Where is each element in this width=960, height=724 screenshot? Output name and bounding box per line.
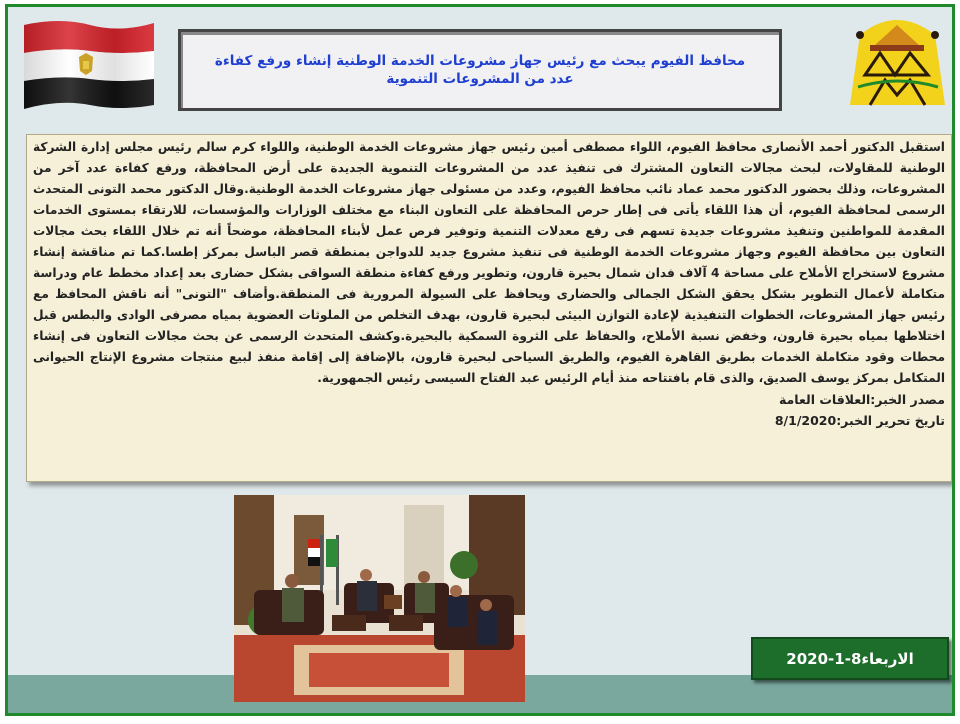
meeting-photo [234, 495, 525, 702]
article-body: استقبل الدكتور أحمد الأنصارى محافظ الفيوم، اللواء مصطفى أمين رئيس جهاز مشروعات الخدمة الوطنية، واللواء كرم سالم رئيس مجلس إدارة الشركة الوطنية للمقاولات، لبحث مجالات التعاون المشترك فى تنفيذ عدد من المشروعات التنموية الجديدة على أرض المحافظة، ورفع كفاءة عدد آخر من المشروعات، وذلك بحضور الدكتور محمد عماد نائب محافظ الفيوم، وعدد من مسئولى جهاز مشروعات الخدمة الوطنية.وقال الدكتور محمد التونى المتحدث الرسمى لمحافظة الفيوم، أن هذا اللقاء يأتى فى إطار حرص المحافظة على التعاون البناء مع مختلف الوزارات والمؤسسات، للارتقاء بمستوى الخدمات المقدمة للمواطنين وتنفيذ مشروعات جديدة تسهم فى رفع معدلات التنمية وتوفير فرص عمل لأبناء المحافظة، موضحاً أنه تم خلال اللقاء بحث مجالات التعاون بين محافظة الفيوم وجهاز مشروعات الخدمة الوطنية فى تنفيذ مشروع جديد للدواجن بمنطقة قصر الباسل بمركز إطسا.كما تم مناقشة إنشاء مشروع لاستخراج الأملاح على مساحة 4 آلاف فدان شمال بحيرة قارون، وتطوير ورفع كفاءة منطقة السواقى بشكل حضارى بعد إعداد مخطط عام ودراسة متكاملة لأعمال التطوير بشكل يحقق الشكل الجمالى والحضارى ويحافظ على السيولة المرورية فى المنطقة.وأضاف "التونى" أنه ناقش المحافظ مع رئيس جهاز المشروعات، الخطوات التنفيذية لإعادة التوازن البيئى لبحيرة قارون، بهدف التخلص من الملوثات العضوية بمياه مصرفى الوادى والبطس قبل اختلاطها بمياه بحيرة قارون، وخفض نسبة الأملاح، والحفاظ على الثروة السمكية بالبحيرة.وكشف المتحدث الرسمى عن بحث مجالات التعاون فى إنشاء محطات وقود متكاملة الخدمات بطريق القاهرة الفيوم، والطريق السياحى لبحيرة قارون، بالإضافة إلى إقامة منفذ لبيع منتجات مشروع الإنتاج الحيوانى المتكامل بمركز يوسف الصديق، والذى قام بافتتاحه منذ أيام الرئيس عبد الفتاح السيسى رئيس الجمهورية. [33, 140, 945, 385]
news-source: مصدر الخبر:العلاقات العامة [778, 392, 945, 407]
news-date: تاريخ تحرير الخبر:8/1/2020 [774, 413, 945, 428]
headline: محافظ الفيوم يبحث مع رئيس جهاز مشروعات الخدمة الوطنية إنشاء ورفع كفاءة عدد من المشروعات التنموية [214, 53, 746, 87]
date-badge: الاربعاء8-1-2020 [751, 637, 949, 680]
headline-box [178, 29, 782, 111]
slide-frame [5, 4, 955, 716]
fayoum-governorate-emblem [840, 15, 955, 115]
egypt-flag-icon [20, 17, 155, 112]
article-panel [26, 134, 952, 482]
